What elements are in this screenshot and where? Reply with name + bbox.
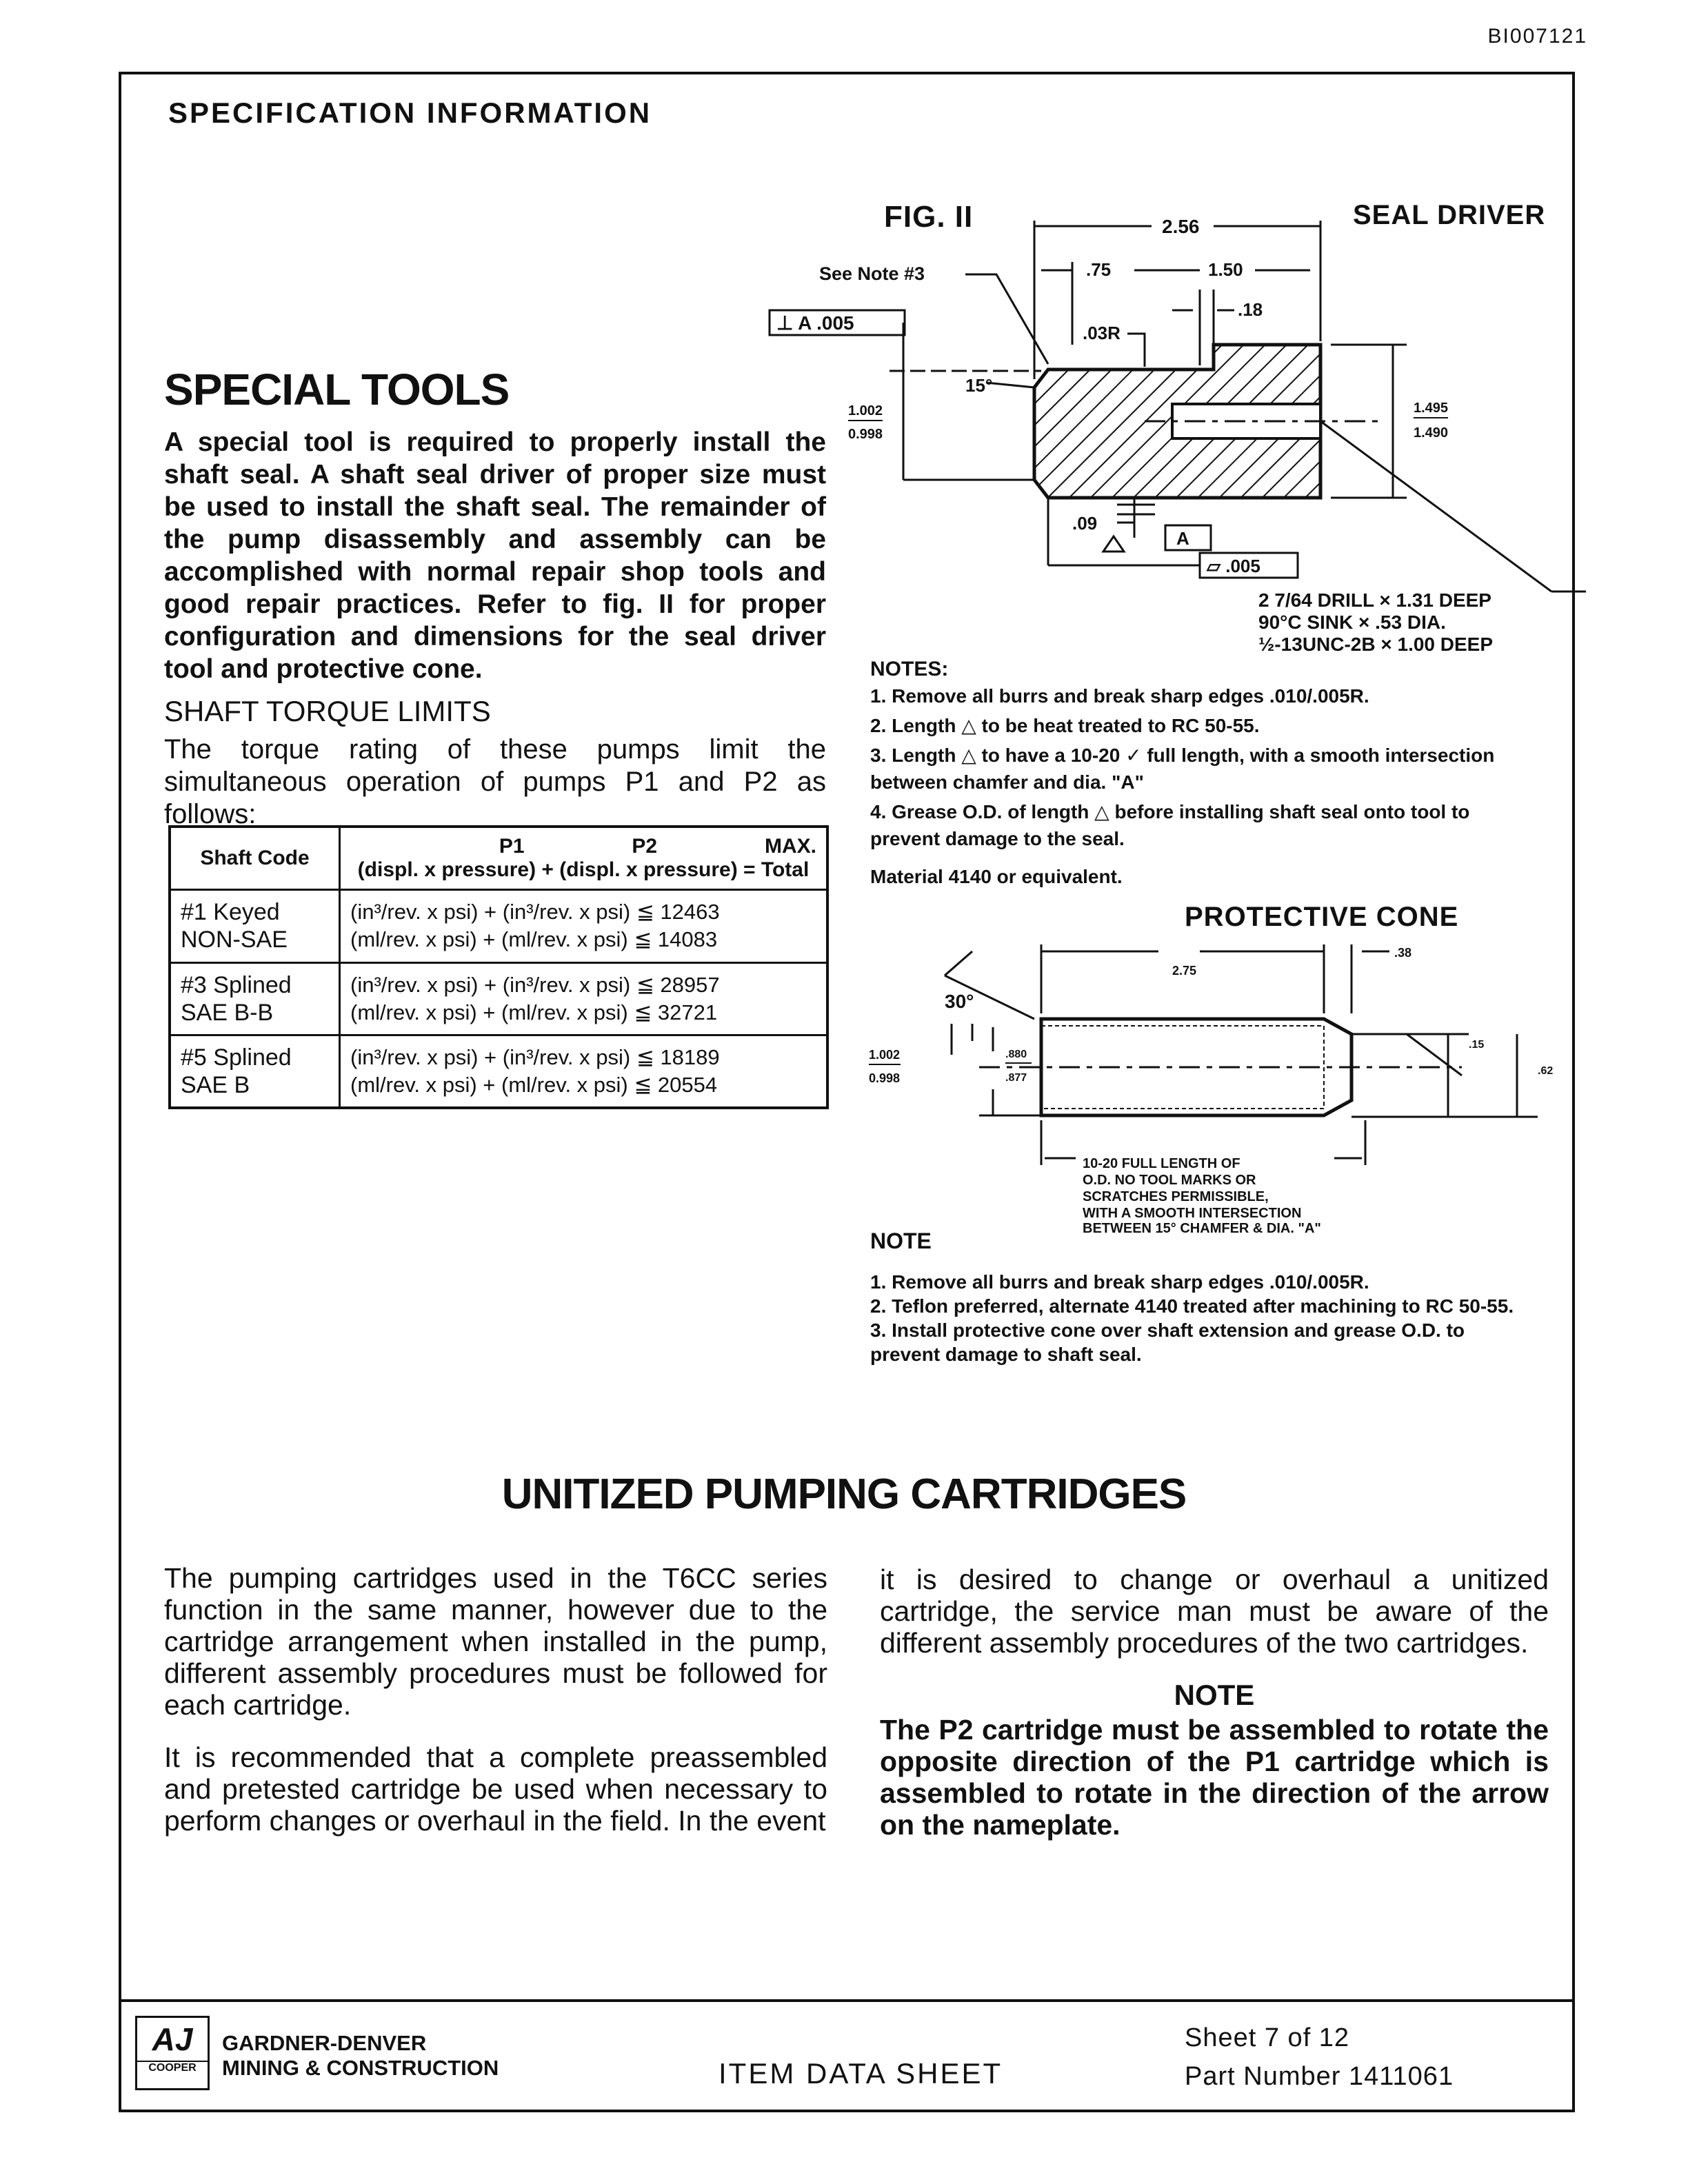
table-row <box>170 1035 827 1108</box>
row-formula-imperial: (in³/rev. x psi) + (in³/rev. x psi) ≦ 28957 <box>350 972 720 997</box>
dim-09: .09 <box>1072 513 1098 534</box>
dim-2-75: 2.75 <box>1172 964 1197 978</box>
row-formula-metric: (ml/rev. x psi) + (ml/rev. x psi) ≦ 14083 <box>350 927 718 952</box>
seal-driver-drawing <box>758 207 1586 662</box>
protective-cone-heading: PROTECTIVE CONE <box>1185 902 1459 932</box>
cone-dim-left-top: 1.002 <box>869 1048 901 1062</box>
paragraph: The pumping cartridges used in the T6CC series function in the same manner, however due to the cartridge arrangement when installed in the pump, different assembly procedures must be followed for each cartridge. <box>164 1562 827 1721</box>
torque-limits-table <box>168 825 829 1109</box>
paragraph: it is desired to change or overhaul a unitized cartridge, the service man must be aware of the different assembly procedures of the two cartridges. <box>880 1564 1549 1659</box>
company-line-1: GARDNER-DENVER <box>222 2031 427 2055</box>
drill-note-3: ½-13UNC-2B × 1.00 DEEP <box>1258 634 1494 655</box>
special-tools-heading: SPECIAL TOOLS <box>164 365 510 414</box>
dim-62: .62 <box>1538 1065 1554 1077</box>
footer-divider <box>121 1999 1572 2002</box>
cone-callout-3: SCRATCHES PERMISSIBLE, <box>1083 1189 1269 1204</box>
row-code <box>170 1035 340 1108</box>
row-formula <box>340 1035 828 1108</box>
header-p1: P1 <box>499 835 525 858</box>
note-item: 4. Grease O.D. of length △ before installing shaft seal onto tool to prevent damage to the seal. <box>870 801 1470 849</box>
seal-driver-label: SEAL DRIVER <box>1353 200 1546 230</box>
row-code <box>170 890 340 962</box>
cone-dim-in-bot: .877 <box>1005 1072 1027 1084</box>
note-item: 3. Length △ to have a 10-20 ✓ full length, with a smooth intersection between chamfer and dia. "A" <box>870 745 1495 793</box>
tolerance-flatness: ▱ .005 <box>1207 556 1260 576</box>
cone-callout-5: BETWEEN 15° CHAMFER & DIA. "A" <box>1083 1221 1321 1234</box>
item-data-sheet-label: ITEM DATA SHEET <box>719 2057 1003 2090</box>
dim-right-top: 1.495 <box>1414 401 1449 416</box>
cone-note-heading: NOTE <box>870 1228 932 1253</box>
header-formula <box>340 827 828 890</box>
cone-dim-left-bot: 0.998 <box>869 1071 901 1085</box>
part-number: Part Number 1411061 <box>1185 2062 1454 2091</box>
note-item: 1. Remove all burrs and break sharp edges .010/.005R. <box>870 685 1369 707</box>
header-max: MAX. <box>764 835 816 858</box>
dim-1-50: 1.50 <box>1208 259 1243 280</box>
note-item: 1. Remove all burrs and break sharp edges .010/.005R. <box>870 1271 1369 1293</box>
dim-15-deg: 15° <box>965 375 993 396</box>
drill-note-1: 2 7/64 DRILL × 1.31 DEEP <box>1258 589 1491 611</box>
see-note-3: See Note #3 <box>819 263 925 284</box>
row-formula-imperial: (in³/rev. x psi) + (in³/rev. x psi) ≦ 18189 <box>350 1044 720 1069</box>
note-body: The P2 cartridge must be assembled to rotate the opposite direction of the P1 cartridge which is assembled to rotate in the direction of the arrow on the nameplate. <box>880 1714 1549 1841</box>
dim-right-bot: 1.490 <box>1414 425 1449 441</box>
dim-30-deg: 30° <box>945 991 974 1012</box>
shaft-torque-heading: SHAFT TORQUE LIMITS <box>164 695 491 727</box>
table-row <box>170 962 827 1035</box>
seal-driver-notes <box>870 682 1532 855</box>
logo-mark: AJ <box>152 2021 193 2057</box>
row-code-line2: SAE B <box>181 1071 250 1098</box>
row-code-line2: SAE B-B <box>181 999 274 1026</box>
row-formula-metric: (ml/rev. x psi) + (ml/rev. x psi) ≦ 20554 <box>350 1072 718 1097</box>
row-code-line1: #1 Keyed <box>181 899 280 926</box>
cone-dim-in-top: .880 <box>1005 1049 1027 1060</box>
cone-callout-1: 10-20 FULL LENGTH OF <box>1083 1156 1240 1171</box>
cone-notes <box>870 1270 1532 1366</box>
protective-cone-drawing <box>855 931 1558 1234</box>
header-p2: P2 <box>632 835 658 858</box>
company-name <box>222 2031 499 2081</box>
notes-heading: NOTES: <box>870 658 949 680</box>
row-code-line2: NON-SAE <box>181 927 288 953</box>
cone-callout-2: O.D. NO TOOL MARKS OR <box>1083 1173 1256 1188</box>
row-code-line1: #3 Splined <box>181 971 292 998</box>
unitized-heading: UNITIZED PUMPING CARTRIDGES <box>501 1470 1187 1518</box>
dim-left-top: 1.002 <box>848 403 883 418</box>
note-heading: NOTE <box>1174 1679 1255 1711</box>
row-code <box>170 962 340 1035</box>
company-line-2: MINING & CONSTRUCTION <box>222 2056 499 2080</box>
dim-03r: .03R <box>1083 323 1121 343</box>
note-item: 3. Install protective cone over shaft extension and grease O.D. to prevent damage to shaft seal. <box>870 1320 1465 1365</box>
header-shaft-code: Shaft Code <box>170 827 340 890</box>
row-formula <box>340 890 828 962</box>
table-header-row <box>170 827 827 890</box>
dim-38: .38 <box>1394 946 1412 960</box>
dim-15: .15 <box>1469 1039 1485 1051</box>
sheet-number: Sheet 7 of 12 <box>1185 2023 1350 2052</box>
document-id: BI007121 <box>1487 25 1587 48</box>
datum-a: A <box>1176 528 1189 549</box>
unitized-right-column <box>880 1564 1549 1861</box>
company-logo <box>135 2016 210 2090</box>
special-tools-body: A special tool is required to properly install the shaft seal. A shaft seal driver of proper size must be used to install the shaft seal. The remainder of the pump disassembly and assembly can be accomplished with normal repair shop tools and good repair practices. Refer to fig. II for proper configuration and dimensions for the seal driver tool and protective cone. <box>164 427 826 684</box>
dim-2-56: 2.56 <box>1162 216 1200 237</box>
tolerance-perpendicularity: ⊥ A .005 <box>776 312 854 334</box>
sheet-info <box>1185 2019 1454 2096</box>
unitized-left-column <box>164 1562 827 1857</box>
dim-left-bot: 0.998 <box>848 427 883 442</box>
paragraph: It is recommended that a complete preassembled and pretested cartridge be used when necessary to perform changes or overhaul in the field. In the event <box>164 1741 827 1837</box>
cone-callout-4: WITH A SMOOTH INTERSECTION <box>1083 1206 1302 1221</box>
row-formula-imperial: (in³/rev. x psi) + (in³/rev. x psi) ≦ 12463 <box>350 900 720 924</box>
dim-18: .18 <box>1238 299 1263 320</box>
section-title: SPECIFICATION INFORMATION <box>168 97 652 129</box>
row-code-line1: #5 Splined <box>181 1044 292 1071</box>
header-formula-text: (displ. x pressure) + (displ. x pressure) = Total <box>357 858 810 882</box>
table-row <box>170 890 827 962</box>
figure-title: FIG. II <box>884 200 974 234</box>
material-note: Material 4140 or equivalent. <box>870 866 1123 887</box>
logo-sub: COOPER <box>137 2061 208 2074</box>
length-marker-icon <box>1103 536 1124 552</box>
dim-75: .75 <box>1086 259 1112 280</box>
row-formula <box>340 962 828 1035</box>
row-formula-metric: (ml/rev. x psi) + (ml/rev. x psi) ≦ 32721 <box>350 1000 718 1024</box>
note-item: 2. Teflon preferred, alternate 4140 treated after machining to RC 50-55. <box>870 1295 1514 1317</box>
drill-note-2: 90°C SINK × .53 DIA. <box>1258 611 1446 633</box>
note-item: 2. Length △ to be heat treated to RC 50-55. <box>870 715 1260 736</box>
shaft-torque-body: The torque rating of these pumps limit the simultaneous operation of pumps P1 and P2 as follows: <box>164 734 826 829</box>
